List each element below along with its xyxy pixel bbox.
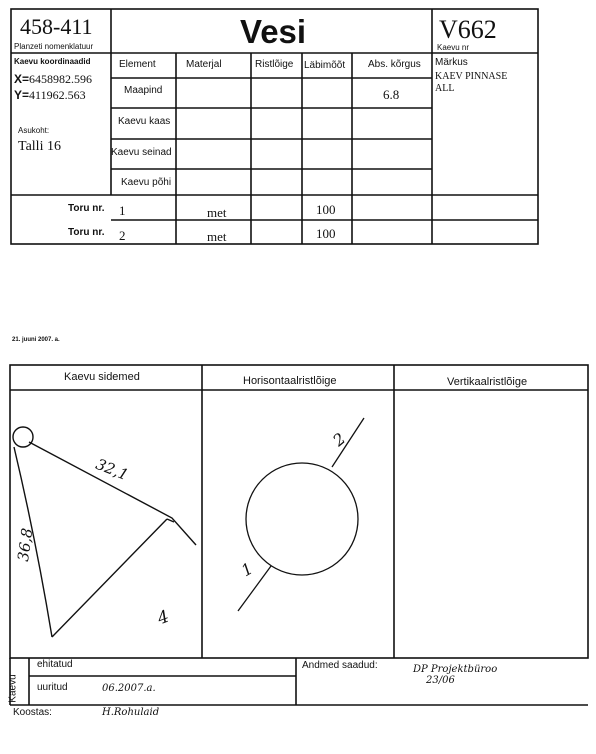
- location-value: Talli 16: [18, 139, 61, 154]
- pipe-1-material: met: [207, 205, 227, 220]
- section-horizontal-title: Horisontaalristlõige: [243, 375, 337, 387]
- header-diameter: Läbimõõt: [304, 60, 346, 71]
- coordinate-y-value: 411962.563: [29, 88, 86, 102]
- row-element-maapind: Maapind: [124, 85, 163, 96]
- data-source-label: Andmed saadud:: [302, 660, 378, 671]
- compiled-label: Koostas:: [13, 707, 52, 718]
- sketch-dimension-top: 32,1: [93, 455, 131, 485]
- remarks-line-1: KAEV PINNASE: [435, 71, 508, 82]
- page-title: Vesi: [240, 13, 307, 50]
- coordinate-x-prefix: X=: [14, 72, 30, 86]
- header-material: Materjal: [186, 59, 222, 70]
- surveyed-label: uuritud: [37, 682, 68, 693]
- built-label: ehitatud: [37, 659, 73, 670]
- footer-side-label: Kaevu: [7, 674, 19, 703]
- cross-label-bottom: 1: [237, 558, 257, 581]
- horizontal-section-drawing: [238, 418, 364, 611]
- pipe-1-label: Toru nr.: [68, 203, 105, 214]
- pipe-2-material: met: [207, 229, 227, 244]
- well-number-label: Kaevu nr: [437, 43, 470, 52]
- manhole-circle-icon: [246, 463, 358, 575]
- sketch-pipe-label: 4: [154, 606, 172, 630]
- well-circle-icon: [13, 427, 33, 447]
- coordinate-x-value: 6458982.596: [29, 72, 93, 86]
- row-elevation-maapind: 6.8: [383, 87, 400, 102]
- pipe-line-diagonal: [52, 519, 167, 637]
- remarks-label: Märkus: [435, 57, 468, 68]
- pipe-line-top: [29, 442, 196, 545]
- date-note: 21. juuni 2007. a.: [12, 337, 60, 343]
- pipe-1-diameter: 100: [316, 202, 336, 217]
- row-element-kaevu-kaas: Kaevu kaas: [118, 116, 171, 127]
- nomenclature-label: Planzeti nomenklatuur: [14, 42, 94, 51]
- pipe-2-label: Toru nr.: [68, 227, 105, 238]
- row-element-kaevu-seinad: Kaevu seinad: [111, 147, 172, 158]
- section-connections-title: Kaevu sidemed: [64, 371, 140, 383]
- row-element-kaevu-pohi: Kaevu põhi: [121, 177, 172, 188]
- header-element: Element: [119, 59, 156, 70]
- pipe-2-number: 2: [119, 228, 126, 243]
- compiled-value: H.Rohulaid: [102, 707, 160, 718]
- cross-label-top: 2: [329, 428, 350, 451]
- header-elevation: Abs. kõrgus: [368, 59, 421, 70]
- data-source-line-1: DP Projektbüroo: [413, 664, 498, 675]
- remarks-line-2: ALL: [435, 83, 455, 94]
- pipe-1-number: 1: [119, 203, 126, 218]
- location-label: Asukoht:: [18, 126, 50, 135]
- well-number-value: V662: [439, 15, 497, 44]
- sketch-dimension-left: 36,8: [14, 526, 37, 563]
- data-source-line-2: 23/06: [426, 675, 455, 686]
- header-cross-section: Ristlõige: [255, 59, 294, 70]
- pipe-2-diameter: 100: [316, 226, 336, 241]
- nomenclature-value: 458-411: [20, 14, 93, 39]
- surveyed-value: 06.2007.a.: [102, 683, 156, 694]
- coordinate-y-prefix: Y=: [14, 88, 30, 102]
- coordinates-label: Kaevu koordinaadid: [14, 57, 91, 66]
- section-vertical-title: Vertikaalristlõige: [447, 376, 528, 388]
